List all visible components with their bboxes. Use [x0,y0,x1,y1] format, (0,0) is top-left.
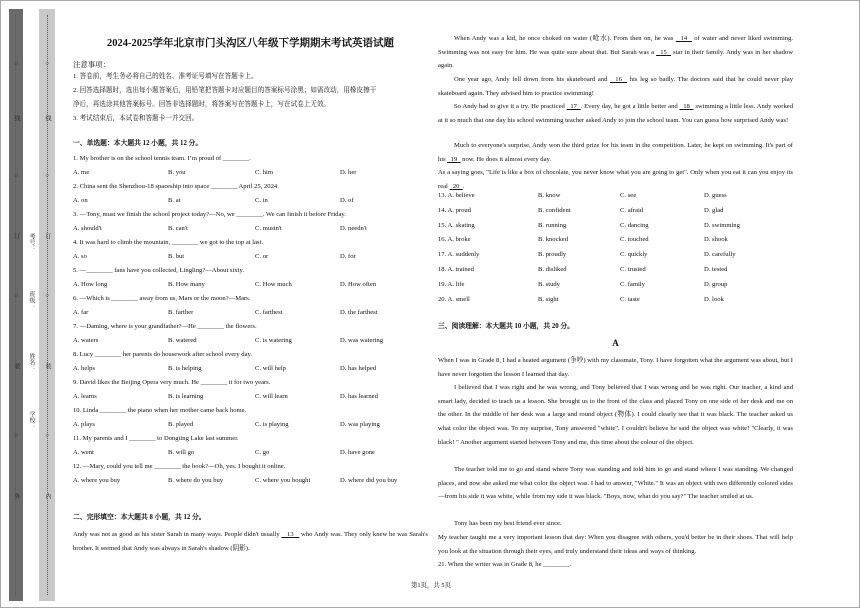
answer-option: C. How much [255,281,292,288]
cloze-blank-13: 13 [287,531,294,538]
cloze-option: 15. A. skating [438,221,475,229]
answer-option: B. but [168,253,185,260]
cloze-paragraph-3: One year ago, Andy fell down from his skateboard and 16 his leg so badly. The doctors said that he could never play skateboard again. They advised him to practice swimming! [438,76,794,97]
question-stem: 7. —Daming, where is your grandfather?—He ________ the flowers. [73,323,257,330]
question-stem: 4. It was hard to climb the mountain, ________ we got to the top at last. [73,239,264,246]
cloze-option: 17. A. suddenly [438,251,480,259]
cloze-blank-14: 14 [680,35,688,42]
cloze-option: 13. A. believe [438,192,475,199]
answer-option: C. go [255,449,270,456]
cloze-option: B. proudly [538,251,567,259]
outer-mark-circle: ○ [13,433,19,439]
cloze-blank-20: 20 [452,182,460,190]
outer-mark-ding: 订 [13,233,19,239]
outer-mark-xian: 线 [13,115,19,121]
cloze-paragraph-4: So Andy had to give it a try. He practiced 17 . Every day, he got a little better and 18 swimming a little less. Andy worked at it so much that one day his school swimming teacher asked Andy to join the school team. You can guess how surprised Andy was! [438,103,794,124]
answer-option: A. where you buy [73,477,121,484]
cloze-option: C. dancing [620,221,649,229]
cloze-blank-17: 17 [570,103,577,110]
answer-option: D. for [340,253,356,260]
cloze-option: D. glad [704,206,724,214]
answer-option: D. was watering [340,337,384,344]
answer-option: D. How often [340,281,377,288]
inner-mark-xian: 线 [44,115,50,121]
answer-option: D. has learned [340,393,378,400]
field-exam-number: 考号： [28,233,34,251]
cloze-option: B. know [538,192,561,199]
question-stem: 6. —Which is ________ away from us, Mars or the moon?—Mars. [73,295,251,302]
answer-option: A. went [73,449,94,456]
cloze-paragraph-1 [73,528,428,555]
cloze-paragraph-6: As a saying goes, "Life is like a box of chocolate, you never know what you are going to get". Only when you eat it can you enjoy its real 20 . [438,169,793,190]
cloze-paragraph-5: Much to everyone's surprise, Andy won the third prize for his team in the competition. Later, he kept on swimming. It's part of his 19 now. He does it almost every day. [438,142,793,163]
answer-option: C. is watering [255,337,292,344]
cloze-option: 18. A. trained [438,266,474,273]
cloze-option: B. disliked [538,266,567,273]
answer-option: B. farther [168,309,194,316]
page-title: 2024-2025学年北京市门头沟区八年级下学期期末考试英语试题 [107,38,394,49]
reading-paragraph-4: Tony has been my best friend ever since. [454,520,562,527]
outer-mark-zhuang: 装 [13,363,19,369]
inner-mark-ding: 订 [44,233,50,239]
cloze-option: C. afraid [620,206,644,214]
cloze-option: B. confident [538,206,571,214]
outer-mark-circle: ○ [13,293,19,299]
answer-option: D. has helped [340,365,377,372]
cloze-option: D. shook [704,236,728,244]
cloze-option: B. knocked [538,236,569,244]
cloze-option: D. group [704,280,728,288]
answer-option: B. How many [168,281,205,288]
outer-mark-circle: ○ [13,173,19,179]
cloze-option: C. see [620,192,637,199]
answer-option: A. learns [73,393,97,400]
cloze-option: D. guess [704,192,727,199]
inner-mark-circle: ○ [44,61,50,67]
answer-option: A. far [73,309,89,316]
answer-option: C. farthest [255,309,283,316]
question-21: 21. When the writer was in Grade 8, he ________. [438,561,572,568]
cloze-option: D. swimming [704,221,740,229]
answer-option: B. can't [168,225,188,232]
question-stem: 10. Linda ________ the piano when her mother came back home. [73,407,247,414]
answer-option: A. on [73,197,88,204]
reading-paragraph-2: I believed that I was right and he was wrong, and Tony believed that I was wrong and he was right. Our teacher, a kind and smart lady, decided to teach us a lesson. She brought us to the front of the class and placed Tony on one side of her desk and me on the other. In the middle of her desk was a large and round object (物体). I could clearly see that it was black. The teacher asked us what color the object was. To my surprise, Tony answered "white". I couldn't believe he said the object was white! "Clearly, it was black! " Another argument started between Tony and me, this time about the colour of the object. [438,384,793,446]
answer-option: B. is helping [168,365,202,372]
answer-option: A. should't [73,225,102,232]
notes-item: 净后，再选涂其他答案标号。回答非选择题时，将答案写在答题卡上，写在试卷上无效。 [73,101,331,108]
question-stem: 12. —Mary, could you tell me ________ the book?—Oh, yes. I bought it online. [73,463,286,470]
cloze-option: B. running [538,221,567,229]
question-stem: 1. My brother is on the school tennis team. I’m proud of ________. [73,155,251,162]
reading-paragraph-3: The teacher told me to go and stand where Tony was standing and told him to go and stand where I was standing. We changed places, and now she asked me what color the object was. I had to answer, "White." It was an object with two differently colored sides—from his side it was white, while from my side it was black. "Boys, now, what do you say?" The teacher smiled at us. [438,466,793,501]
answer-option: B. is learning [168,393,204,400]
outer-mark-circle: ○ [13,61,19,67]
answer-option: D. of [340,197,354,204]
cloze-blank-19: 19 [450,155,458,163]
inner-mark-circle: ○ [44,433,50,439]
answer-option: B. watered [168,337,197,344]
inner-mark-circle: ○ [44,293,50,299]
cloze-option: C. touched [620,236,649,244]
answer-option: D. her [340,169,357,176]
outer-mark-wai: 外 [13,493,19,499]
cloze-option: D. tested [704,266,728,273]
answer-option: B. played [168,421,194,428]
field-name: 姓名： [28,353,34,371]
question-stem: 11. My parents and I ________ to Dongting Lake last summer. [73,435,239,442]
answer-option: A. me [73,169,90,176]
cloze-text: Andy was not as good as his sister Sarah in many ways. People didn't usually [73,531,282,538]
field-class: 班级： [28,291,34,309]
cloze-text: who Andy was. They only knew he was Sarah's brother. It seemed that Andy was always in Sarah's shadow (阴影). [73,531,428,552]
cloze-option: 14. A. proud [438,206,471,214]
notes-heading: 注意事项： [73,60,110,69]
answer-option: D. was playing [340,421,380,428]
answer-option: C. will learn [255,393,288,400]
question-stem: 3. —Tony, must we finish the school project today?—No, we ________. We can finish it before Friday. [73,211,346,218]
inner-mark-zhuang: 装 [44,363,50,369]
notes-item: 2. 回答选择题时，选出每小题答案后，用铅笔把答题卡对应题目的答案标号涂黑；如需改动，用橡皮擦干 [73,87,377,94]
cloze-option: D. look [704,295,724,303]
question-stem: 9. David likes the Beijing Opera very much. He ________ it for two years. [73,379,271,386]
answer-option: A. so [73,253,87,260]
cloze-option: B. sight [538,295,559,303]
cloze-option: 20. A. smell [438,295,470,303]
section1-heading: 一、单选题：本大题共 12 小题，共 12 分。 [73,140,203,147]
answer-option: B. will go [168,449,195,456]
answer-option: C. where you bought [255,477,311,484]
answer-option: C. mustn't [255,225,282,232]
cloze-option: D. carefully [704,251,736,259]
answer-option: A. plays [73,421,95,428]
cloze-option: C. family [620,280,645,288]
cloze-option: B. study [538,280,560,288]
cloze-blank-18: 18 [683,103,690,110]
answer-option: B. where do you buy [168,477,224,484]
reading-paragraph-5: My teacher taught me a very important lesson that day: When you disagree with others, you'd better be in their shoes. That will help you look at the situation through their eyes, and truly understand their ideas and ways of thinking. [438,534,793,555]
field-school: 学校： [28,411,34,429]
answer-option: C. will help [255,365,286,372]
notes-item: 3. 考试结束后，本试卷和答题卡一并交回。 [73,115,199,122]
question-stem: 2. China sent the Shenzhou-18 spaceship into space ________ April 25, 2024. [73,183,279,190]
passage-label: A [612,338,619,348]
notes-item: 1. 答卷前，考生务必将自己的姓名、准考证号填写在答题卡上。 [73,73,258,80]
inner-mark-nei: 内 [44,493,50,499]
cloze-option: 19. A. life [438,280,465,288]
answer-option: D. the farthest [340,309,378,316]
cloze-blank-15: 15 [660,48,667,56]
inner-dotted-line [47,15,51,595]
page-footer: 第1页，共 5页 [411,582,451,589]
answer-option: B. at [168,197,181,204]
section2-heading: 二、完形填空：本大题共 8 小题，共 12 分。 [73,514,206,521]
cloze-option: 16. A. broke [438,236,471,244]
answer-option: C. or [255,253,269,260]
cloze-paragraph-2: When Andy was a kid, he once choked on water (呛水). From then on, he was 14 of water and never liked swimming. Swimming was not easy for him. He was quite sure about that. But Sarah was a 15 star in their family. Andy was in her shadow again. [438,35,794,70]
answer-option: A. How long [73,281,108,288]
answer-option: C. him [255,169,273,176]
reading-paragraph-1: When I was in Grade 8, I had a heated argument (争吵) with my classmate, Tony. I have forgotten what the argument was about, but I have never forgotten the lesson I learned that day. [438,357,793,378]
outer-dotted-line [15,15,19,595]
answer-option: D. needn't [340,225,367,232]
section3-heading: 三、阅读理解：本大题共 10 小题，共 20 分。 [438,323,574,330]
cloze-option: C. trusted [620,266,646,273]
cloze-option: C. quickly [620,251,648,259]
answer-option: D. where did you buy [340,477,398,484]
answer-option: C. in [255,197,268,204]
answer-option: C. is playing [255,421,289,428]
answer-option: D. have gone [340,449,375,456]
cloze-option: C. taste [620,295,640,303]
cloze-blank-16: 16 [615,76,622,83]
question-stem: 5. —________ fans have you collected, Lingling?—About sixty. [73,267,244,274]
answer-option: A. waters [73,337,99,344]
question-stem: 8. Lucy ________ her parents do housework after school every day. [73,351,253,358]
answer-option: A. helps [73,365,95,372]
inner-mark-circle: ○ [44,173,50,179]
answer-option: B. you [168,169,186,176]
